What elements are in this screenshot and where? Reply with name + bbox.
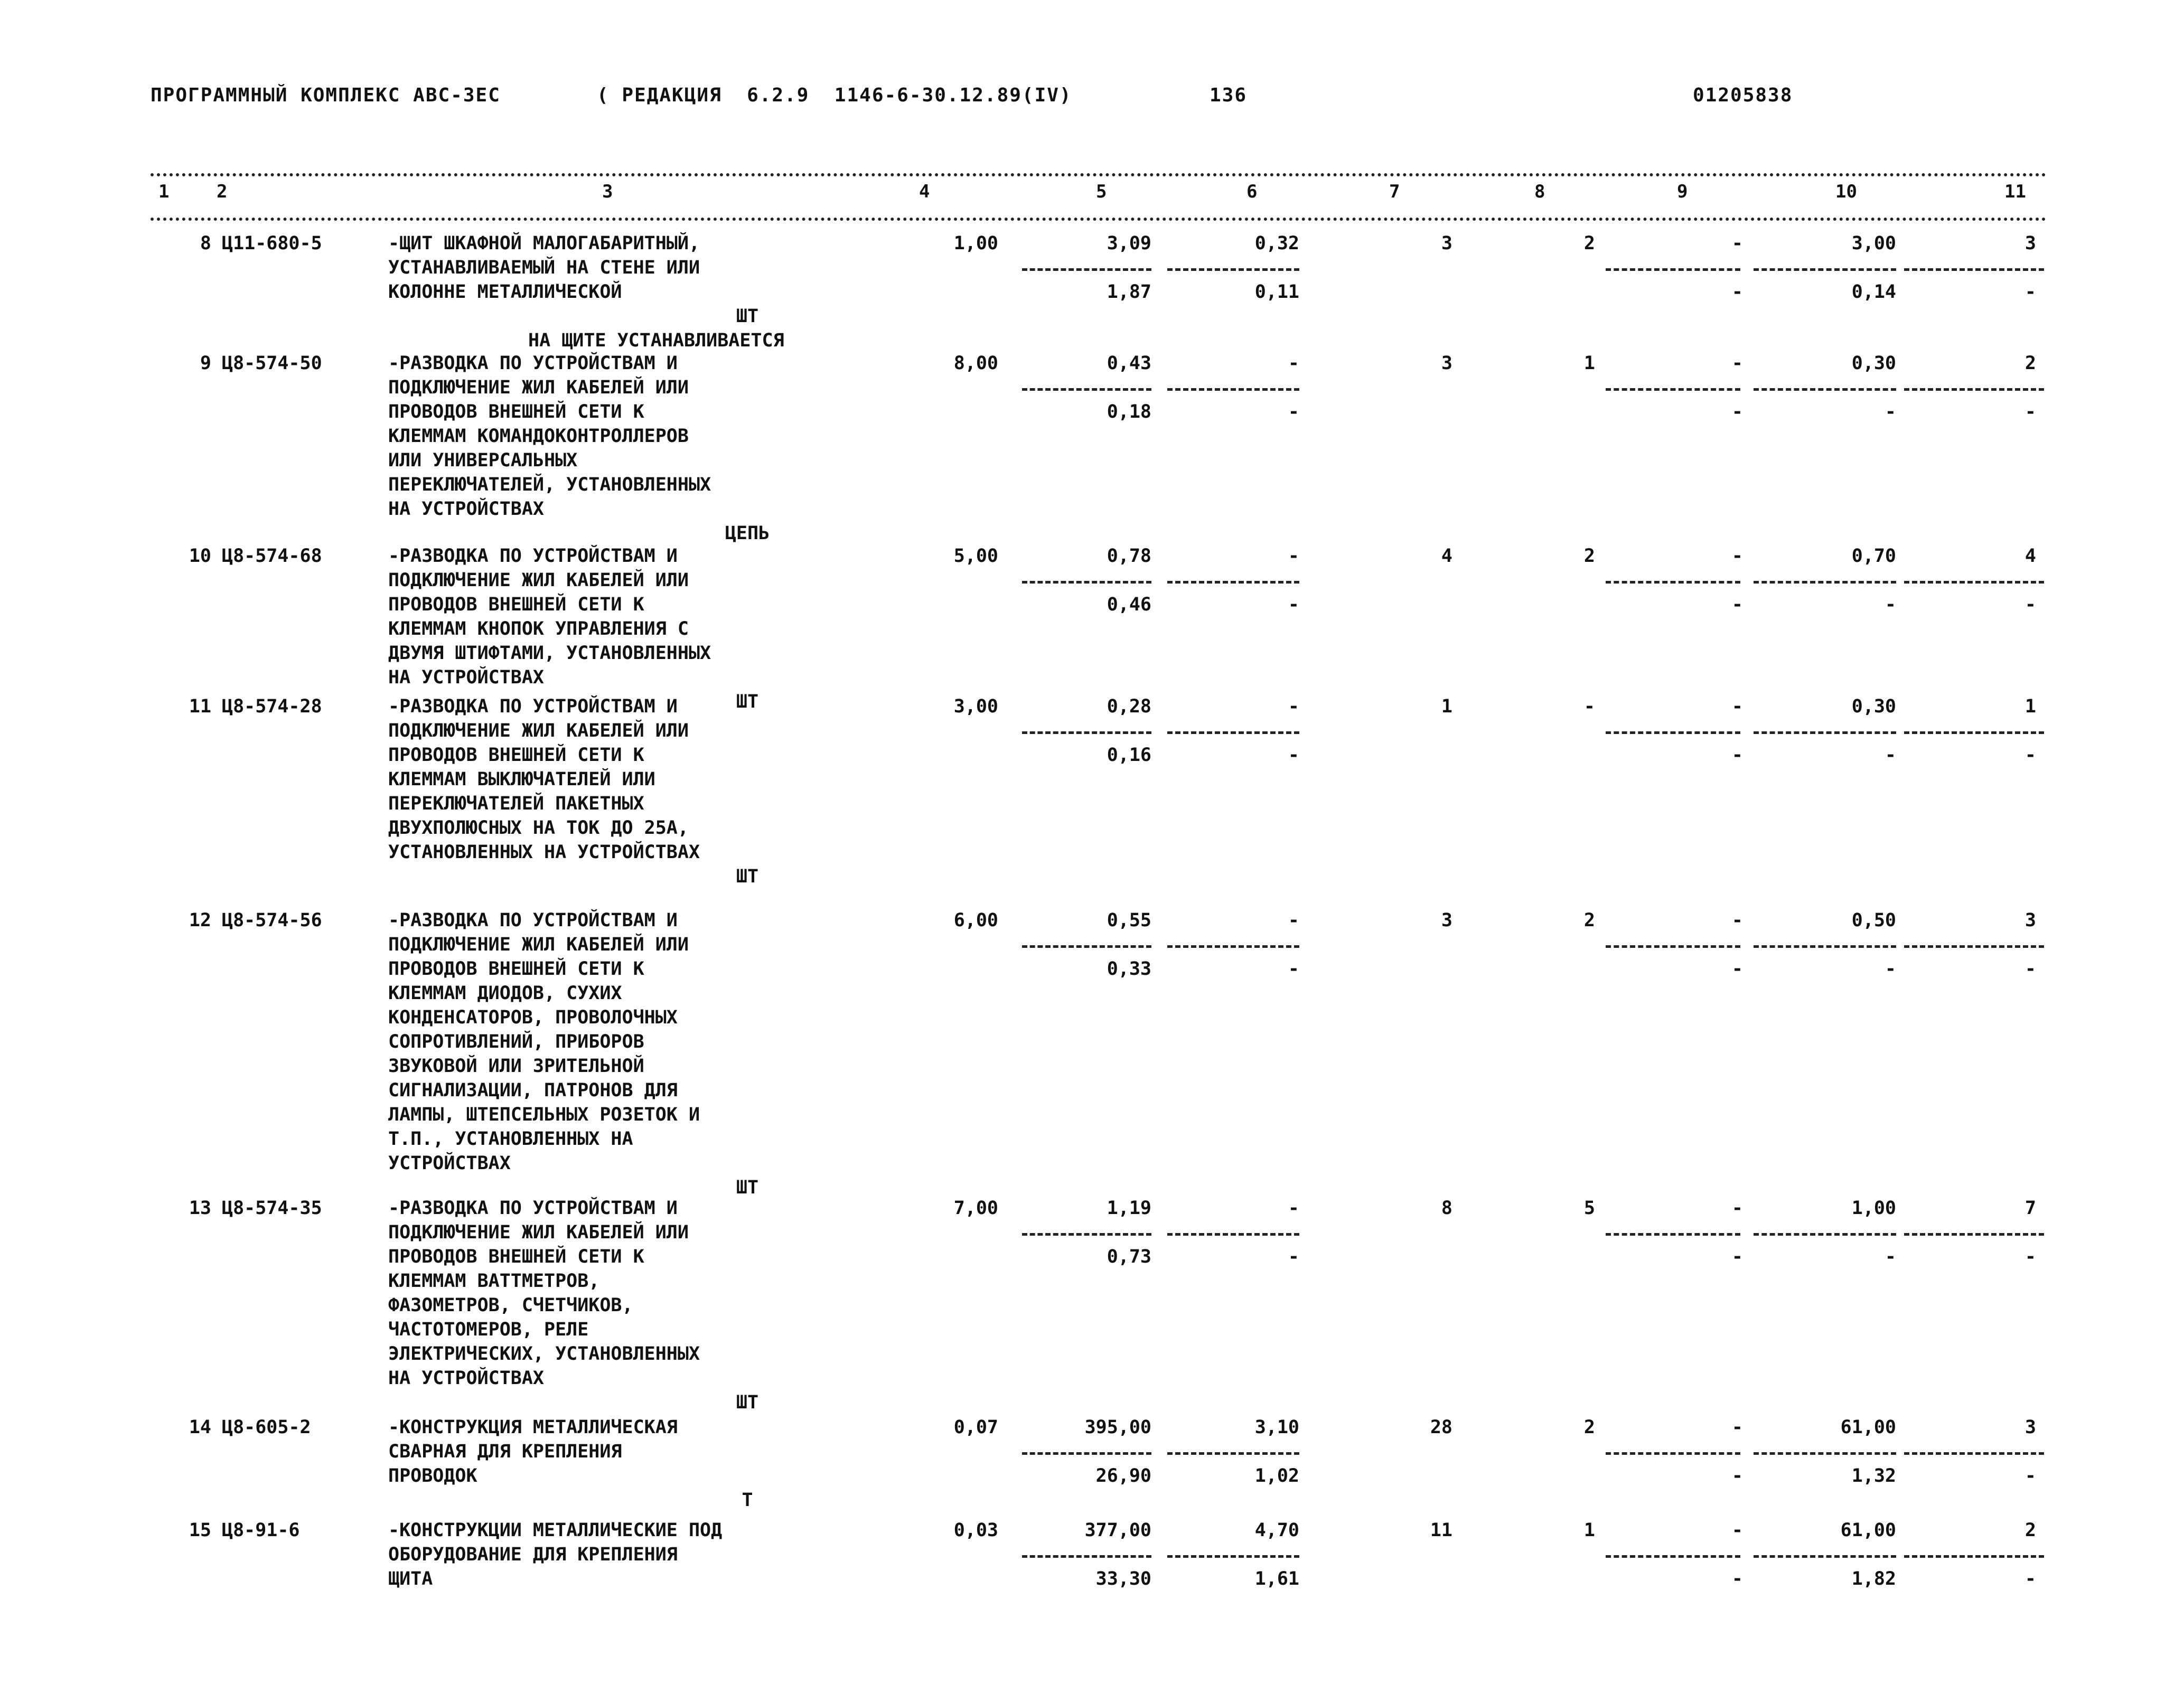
- table-top-rule: [151, 173, 2047, 176]
- col9-bottom: -: [1731, 1568, 1743, 1589]
- description-line: ПРОВОДОВ ВНЕШНЕЙ СЕТИ К: [388, 1246, 644, 1267]
- description-line: ЧАСТОТОМЕРОВ, РЕЛЕ: [388, 1319, 589, 1340]
- col7-value: 3: [1441, 233, 1452, 254]
- value-separator: [1754, 731, 1896, 734]
- col11-top: 1: [2024, 696, 2036, 717]
- col6-wage: 0,11: [1254, 281, 1299, 303]
- col11-top: 2: [2024, 353, 2036, 374]
- unit-of-measure: ШТ: [736, 306, 759, 327]
- col7-value: 1: [1441, 696, 1452, 717]
- col9-bottom: -: [1731, 1465, 1743, 1487]
- column-header-3: 3: [602, 181, 613, 202]
- value-separator: [1606, 388, 1740, 391]
- quantity: 0,07: [953, 1417, 998, 1438]
- value-separator: [1904, 945, 2044, 948]
- col11-top: 3: [2024, 1417, 2036, 1438]
- row-number: 15: [189, 1520, 211, 1541]
- description-line: -РАЗВОДКА ПО УСТРОЙСТВАМ И: [388, 353, 678, 374]
- value-separator: [1167, 1555, 1299, 1558]
- value-separator: [1167, 731, 1299, 734]
- column-header-6: 6: [1246, 181, 1258, 202]
- col5-wage: 26,90: [1095, 1465, 1151, 1487]
- col8-value: 2: [1583, 910, 1595, 931]
- col10-bottom: -: [1885, 1246, 1896, 1267]
- description-line: КОЛОННЕ МЕТАЛЛИЧЕСКОЙ: [388, 281, 622, 303]
- col10-bottom: -: [1885, 745, 1896, 766]
- col10-top: 1,00: [1851, 1198, 1896, 1219]
- description-line: ПРОВОДОВ ВНЕШНЕЙ СЕТИ К: [388, 401, 644, 422]
- col5-total: 0,55: [1107, 910, 1151, 931]
- col9-top: -: [1731, 1417, 1743, 1438]
- col8-value: 1: [1583, 1520, 1595, 1541]
- col10-top: 0,30: [1851, 696, 1896, 717]
- col9-bottom: -: [1731, 958, 1743, 980]
- col7-value: 4: [1441, 545, 1452, 567]
- column-header-1: 1: [158, 181, 170, 202]
- col9-top: -: [1731, 696, 1743, 717]
- col11-bottom: -: [2024, 958, 2036, 980]
- description-line: ПЕРЕКЛЮЧАТЕЛЕЙ, УСТАНОВЛЕННЫХ: [388, 474, 711, 495]
- rate-code: Ц8-91-6: [222, 1520, 300, 1541]
- value-separator: [1606, 1452, 1740, 1455]
- col11-top: 3: [2024, 233, 2036, 254]
- col10-top: 0,30: [1851, 353, 1896, 374]
- column-header-11: 11: [2004, 181, 2026, 202]
- value-separator: [1754, 268, 1896, 271]
- value-separator: [1904, 731, 2044, 734]
- unit-of-measure: ЦЕПЬ: [725, 523, 770, 544]
- row-number: 12: [189, 910, 211, 931]
- col10-bottom: -: [1885, 958, 1896, 980]
- col10-bottom: 1,82: [1851, 1568, 1896, 1589]
- col10-bottom: -: [1885, 401, 1896, 422]
- col6-wage: -: [1288, 745, 1299, 766]
- description-line: -РАЗВОДКА ПО УСТРОЙСТВАМ И: [388, 1198, 678, 1219]
- row-number: 14: [189, 1417, 211, 1438]
- table-header-rule: [151, 218, 2047, 221]
- value-separator: [1904, 268, 2044, 271]
- quantity: 1,00: [953, 233, 998, 254]
- column-header-7: 7: [1389, 181, 1400, 202]
- program-title: ПРОГРАММНЫЙ КОМПЛЕКС АВС-ЗЕС: [151, 84, 501, 106]
- description-line: ЭЛЕКТРИЧЕСКИХ, УСТАНОВЛЕННЫХ: [388, 1343, 700, 1365]
- col10-bottom: -: [1885, 594, 1896, 615]
- col5-total: 0,43: [1107, 353, 1151, 374]
- col10-top: 0,70: [1851, 545, 1896, 567]
- col6-total: 3,10: [1254, 1417, 1299, 1438]
- col5-total: 1,19: [1107, 1198, 1151, 1219]
- col10-bottom: 1,32: [1851, 1465, 1896, 1487]
- col8-value: 2: [1583, 545, 1595, 567]
- col6-total: -: [1288, 696, 1299, 717]
- col11-bottom: -: [2024, 401, 2036, 422]
- value-separator: [1167, 945, 1299, 948]
- col11-bottom: -: [2024, 745, 2036, 766]
- description-line: ПРОВОДОК: [388, 1465, 477, 1487]
- col5-wage: 0,16: [1107, 745, 1151, 766]
- value-separator: [1904, 388, 2044, 391]
- rate-code: Ц8-574-35: [222, 1198, 322, 1219]
- rate-code: Ц8-574-68: [222, 545, 322, 567]
- description-line: УСТАНАВЛИВАЕМЫЙ НА СТЕНЕ ИЛИ: [388, 257, 700, 278]
- description-line: -КОНСТРУКЦИЯ МЕТАЛЛИЧЕСКАЯ: [388, 1417, 678, 1438]
- description-line: ПРОВОДОВ ВНЕШНЕЙ СЕТИ К: [388, 958, 644, 980]
- description-line: ОБОРУДОВАНИЕ ДЛЯ КРЕПЛЕНИЯ: [388, 1544, 678, 1565]
- col11-top: 4: [2024, 545, 2036, 567]
- value-separator: [1904, 1555, 2044, 1558]
- column-header-8: 8: [1534, 181, 1545, 202]
- col9-top: -: [1731, 233, 1743, 254]
- col6-wage: -: [1288, 594, 1299, 615]
- col11-bottom: -: [2024, 281, 2036, 303]
- col11-top: 3: [2024, 910, 2036, 931]
- rate-code: Ц8-574-56: [222, 910, 322, 931]
- unit-of-measure: Т: [742, 1490, 753, 1511]
- value-separator: [1754, 388, 1896, 391]
- page-number: 136: [1210, 84, 1248, 106]
- description-line: ПОДКЛЮЧЕНИЕ ЖИЛ КАБЕЛЕЙ ИЛИ: [388, 570, 689, 591]
- description-line: СИГНАЛИЗАЦИИ, ПАТРОНОВ ДЛЯ: [388, 1080, 678, 1101]
- description-line: СОПРОТИВЛЕНИЙ, ПРИБОРОВ: [388, 1031, 644, 1052]
- quantity: 7,00: [953, 1198, 998, 1219]
- column-header-10: 10: [1835, 181, 1857, 202]
- col6-total: -: [1288, 545, 1299, 567]
- column-header-4: 4: [919, 181, 930, 202]
- col5-wage: 0,33: [1107, 958, 1151, 980]
- column-header-2: 2: [217, 181, 228, 202]
- quantity: 3,00: [953, 696, 998, 717]
- col9-bottom: -: [1731, 1246, 1743, 1267]
- description-line: КЛЕММАМ КНОПОК УПРАВЛЕНИЯ С: [388, 618, 689, 639]
- value-separator: [1754, 1452, 1896, 1455]
- col11-top: 2: [2024, 1520, 2036, 1541]
- value-separator: [1754, 581, 1896, 584]
- col6-wage: -: [1288, 1246, 1299, 1267]
- description-line: ПОДКЛЮЧЕНИЕ ЖИЛ КАБЕЛЕЙ ИЛИ: [388, 934, 689, 955]
- description-line: НА УСТРОЙСТВАХ: [388, 667, 545, 688]
- description-line: Т.П., УСТАНОВЛЕННЫХ НА: [388, 1128, 633, 1150]
- col9-top: -: [1731, 910, 1743, 931]
- col9-bottom: -: [1731, 401, 1743, 422]
- col10-top: 61,00: [1840, 1520, 1896, 1541]
- description-line: -РАЗВОДКА ПО УСТРОЙСТВАМ И: [388, 910, 678, 931]
- unit-of-measure: ШТ: [736, 1177, 759, 1198]
- col6-wage: 1,02: [1254, 1465, 1299, 1487]
- rate-code: Ц8-605-2: [222, 1417, 311, 1438]
- description-line: ЩИТА: [388, 1568, 433, 1589]
- col7-value: 11: [1430, 1520, 1452, 1541]
- description-line: ПОДКЛЮЧЕНИЕ ЖИЛ КАБЕЛЕЙ ИЛИ: [388, 377, 689, 398]
- value-separator: [1606, 945, 1740, 948]
- row-number: 9: [200, 353, 211, 374]
- value-separator: [1167, 1233, 1299, 1236]
- row-number: 13: [189, 1198, 211, 1219]
- col6-total: 4,70: [1254, 1520, 1299, 1541]
- value-separator: [1167, 1452, 1299, 1455]
- col5-total: 3,09: [1107, 233, 1151, 254]
- col9-top: -: [1731, 1520, 1743, 1541]
- unit-of-measure: ШТ: [736, 866, 759, 887]
- row-number: 10: [189, 545, 211, 567]
- description-line: ПРОВОДОВ ВНЕШНЕЙ СЕТИ К: [388, 594, 644, 615]
- column-header-5: 5: [1096, 181, 1107, 202]
- description-line: УСТРОЙСТВАХ: [388, 1153, 511, 1174]
- col8-value: 2: [1583, 233, 1595, 254]
- quantity: 5,00: [953, 545, 998, 567]
- unit-of-measure: ШТ: [736, 1392, 759, 1413]
- col8-value: 1: [1583, 353, 1595, 374]
- col6-total: -: [1288, 1198, 1299, 1219]
- description-line: КЛЕММАМ ДИОДОВ, СУХИХ: [388, 983, 622, 1004]
- description-line: ДВУХПОЛЮСНЫХ НА ТОК ДО 25А,: [388, 817, 689, 839]
- rate-code: Ц8-574-28: [222, 696, 322, 717]
- col9-bottom: -: [1731, 745, 1743, 766]
- value-separator: [1606, 1233, 1740, 1236]
- value-separator: [1606, 581, 1740, 584]
- value-separator: [1167, 388, 1299, 391]
- value-separator: [1022, 945, 1151, 948]
- col7-value: 3: [1441, 910, 1452, 931]
- col5-total: 0,78: [1107, 545, 1151, 567]
- quantity: 8,00: [953, 353, 998, 374]
- value-separator: [1904, 1233, 2044, 1236]
- description-line: ДВУМЯ ШТИФТАМИ, УСТАНОВЛЕННЫХ: [388, 643, 711, 664]
- col7-value: 3: [1441, 353, 1452, 374]
- value-separator: [1606, 1555, 1740, 1558]
- col10-top: 61,00: [1840, 1417, 1896, 1438]
- quantity: 0,03: [953, 1520, 998, 1541]
- description-line: -ЩИТ ШКАФНОЙ МАЛОГАБАРИТНЫЙ,: [388, 233, 700, 254]
- col10-top: 0,50: [1851, 910, 1896, 931]
- value-separator: [1606, 731, 1740, 734]
- col11-bottom: -: [2024, 594, 2036, 615]
- value-separator: [1022, 1452, 1151, 1455]
- description-line: -РАЗВОДКА ПО УСТРОЙСТВАМ И: [388, 696, 678, 717]
- description-line: ПОДКЛЮЧЕНИЕ ЖИЛ КАБЕЛЕЙ ИЛИ: [388, 720, 689, 741]
- rate-code: Ц8-574-50: [222, 353, 322, 374]
- description-line: СВАРНАЯ ДЛЯ КРЕПЛЕНИЯ: [388, 1441, 622, 1462]
- col7-value: 8: [1441, 1198, 1452, 1219]
- description-line: ИЛИ УНИВЕРСАЛЬНЫХ: [388, 450, 578, 471]
- col5-wage: 0,46: [1107, 594, 1151, 615]
- value-separator: [1904, 1452, 2044, 1455]
- description-line: ПЕРЕКЛЮЧАТЕЛЕЙ ПАКЕТНЫХ: [388, 793, 644, 814]
- col6-total: -: [1288, 353, 1299, 374]
- description-line: ПОДКЛЮЧЕНИЕ ЖИЛ КАБЕЛЕЙ ИЛИ: [388, 1222, 689, 1243]
- value-separator: [1022, 731, 1151, 734]
- value-separator: [1167, 268, 1299, 271]
- description-line: ФАЗОМЕТРОВ, СЧЕТЧИКОВ,: [388, 1295, 633, 1316]
- description-line: КОНДЕНСАТОРОВ, ПРОВОЛОЧНЫХ: [388, 1007, 678, 1028]
- description-line: ПРОВОДОВ ВНЕШНЕЙ СЕТИ К: [388, 745, 644, 766]
- col6-wage: -: [1288, 958, 1299, 980]
- col9-bottom: -: [1731, 594, 1743, 615]
- description-line: КЛЕММАМ ВАТТМЕТРОВ,: [388, 1271, 600, 1292]
- col5-wage: 0,73: [1107, 1246, 1151, 1267]
- value-separator: [1022, 1233, 1151, 1236]
- col10-top: 3,00: [1851, 233, 1896, 254]
- col8-value: 2: [1583, 1417, 1595, 1438]
- description-line: КЛЕММАМ КОМАНДОКОНТРОЛЛЕРОВ: [388, 426, 689, 447]
- description-line: ЗВУКОВОЙ ИЛИ ЗРИТЕЛЬНОЙ: [388, 1056, 644, 1077]
- value-separator: [1754, 1555, 1896, 1558]
- col6-total: 0,32: [1254, 233, 1299, 254]
- col5-total: 0,28: [1107, 696, 1151, 717]
- row-note: НА ЩИТЕ УСТАНАВЛИВАЕТСЯ: [528, 330, 784, 351]
- col8-value: -: [1583, 696, 1595, 717]
- value-separator: [1022, 268, 1151, 271]
- value-separator: [1022, 388, 1151, 391]
- description-line: -РАЗВОДКА ПО УСТРОЙСТВАМ И: [388, 545, 678, 567]
- col11-bottom: -: [2024, 1465, 2036, 1487]
- column-header-9: 9: [1677, 181, 1688, 202]
- value-separator: [1904, 581, 2044, 584]
- description-line: НА УСТРОЙСТВАХ: [388, 1368, 545, 1389]
- col9-top: -: [1731, 353, 1743, 374]
- edition-label: ( РЕДАКЦИЯ 6.2.9 1146-6-30.12.89(IV): [597, 84, 1072, 106]
- col5-total: 395,00: [1084, 1417, 1151, 1438]
- value-separator: [1022, 1555, 1151, 1558]
- col8-value: 5: [1583, 1198, 1595, 1219]
- col9-top: -: [1731, 1198, 1743, 1219]
- row-number: 11: [189, 696, 211, 717]
- value-separator: [1022, 581, 1151, 584]
- col9-bottom: -: [1731, 281, 1743, 303]
- description-line: ЛАМПЫ, ШТЕПСЕЛЬНЫХ РОЗЕТОК И: [388, 1104, 700, 1125]
- col11-bottom: -: [2024, 1246, 2036, 1267]
- col6-wage: 1,61: [1254, 1568, 1299, 1589]
- value-separator: [1754, 945, 1896, 948]
- row-number: 8: [200, 233, 211, 254]
- col5-wage: 33,30: [1095, 1568, 1151, 1589]
- col5-wage: 0,18: [1107, 401, 1151, 422]
- col11-top: 7: [2024, 1198, 2036, 1219]
- col5-total: 377,00: [1084, 1520, 1151, 1541]
- col11-bottom: -: [2024, 1568, 2036, 1589]
- description-line: НА УСТРОЙСТВАХ: [388, 498, 545, 520]
- description-line: КЛЕММАМ ВЫКЛЮЧАТЕЛЕЙ ИЛИ: [388, 769, 655, 790]
- value-separator: [1167, 581, 1299, 584]
- value-separator: [1606, 268, 1740, 271]
- unit-of-measure: ШТ: [736, 691, 759, 712]
- col7-value: 28: [1430, 1417, 1452, 1438]
- col10-bottom: 0,14: [1851, 281, 1896, 303]
- col9-top: -: [1731, 545, 1743, 567]
- rate-code: Ц11-680-5: [222, 233, 322, 254]
- description-line: -КОНСТРУКЦИИ МЕТАЛЛИЧЕСКИЕ ПОД: [388, 1520, 723, 1541]
- description-line: УСТАНОВЛЕННЫХ НА УСТРОЙСТВАХ: [388, 842, 700, 863]
- col5-wage: 1,87: [1107, 281, 1151, 303]
- document-code: 01205838: [1693, 84, 1793, 106]
- quantity: 6,00: [953, 910, 998, 931]
- col6-wage: -: [1288, 401, 1299, 422]
- value-separator: [1754, 1233, 1896, 1236]
- col6-total: -: [1288, 910, 1299, 931]
